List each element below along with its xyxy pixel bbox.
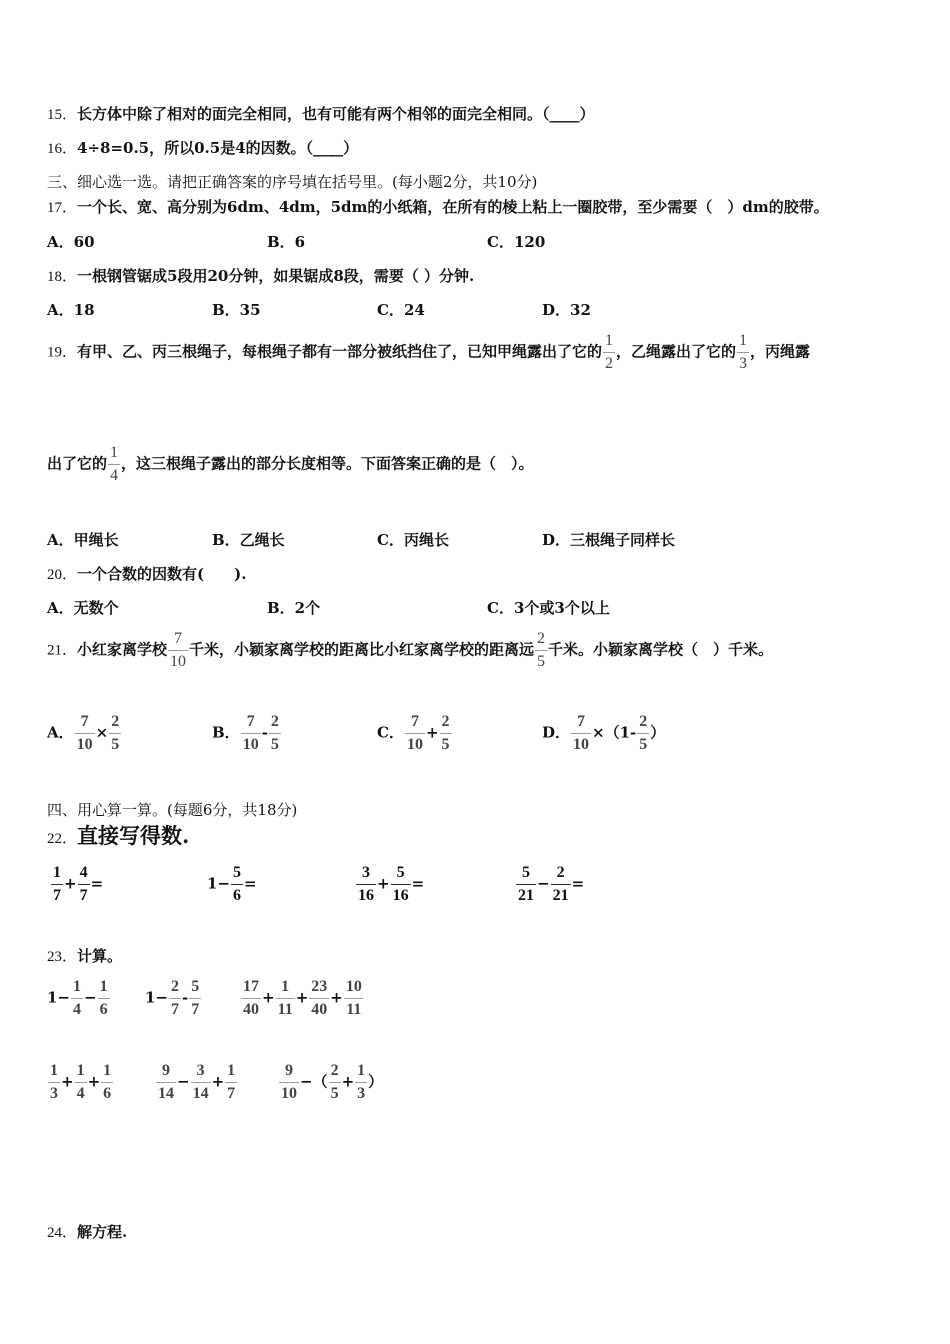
question-text: ，这三根绳子露出的部分长度相等。下面答案正确的是（ ）。 xyxy=(121,454,534,473)
question-text: 一根钢管锯成5段用20分钟，如果锯成8段，需要（ ）分钟. xyxy=(77,267,475,285)
fraction: $\frac{4}{7}$ xyxy=(79,864,88,904)
option-c[interactable]: C． $\frac{7}{10}$ + $\frac{2}{5}$ xyxy=(377,713,450,753)
fraction: $\frac{23}{40}$ xyxy=(311,978,328,1018)
question-19-line-2 xyxy=(47,445,534,484)
fraction: $\frac{9}{14}$ xyxy=(158,1062,174,1102)
option-d[interactable]: D．三根绳子同样长 xyxy=(542,531,676,549)
option-c[interactable]: C．24 xyxy=(377,301,425,319)
fraction: $\frac{7}{10}$ xyxy=(170,630,187,670)
question-20 xyxy=(47,563,246,584)
question-text: ，乙绳露出了它的 xyxy=(616,342,737,361)
fraction: $\frac{10}{11}$ xyxy=(345,978,362,1018)
option-a[interactable]: A．18 xyxy=(47,301,95,319)
option-d[interactable]: D． $\frac{7}{10}$ ×（1- $\frac{2}{5}$ ） xyxy=(542,713,666,753)
fraction: $\frac{5}{7}$ xyxy=(191,978,200,1018)
option-c[interactable]: C．3个或3个以上 xyxy=(487,599,610,617)
calc-expression-4: $\frac{1}{3}$ + $\frac{1}{4}$ + $\frac{1}{6}$ xyxy=(50,1062,112,1102)
fraction: $\frac{1}{11}$ xyxy=(277,978,293,1018)
calc-expression-6: $\frac{9}{10}$ −（ $\frac{2}{5}$ + $\frac{1}{3}$ ） xyxy=(281,1062,384,1102)
option-a[interactable]: A．甲绳长 xyxy=(47,531,119,549)
fraction: $\frac{1}{4}$ xyxy=(73,978,82,1018)
question-number: 16． xyxy=(47,141,78,157)
question-text: 千米，小颖家离学校的距离比小红家离学校的距离远 xyxy=(189,640,535,659)
option-b[interactable]: B．乙绳长 xyxy=(212,531,285,549)
option-a[interactable]: A．60 xyxy=(47,233,95,251)
fraction: $\frac{2}{5}$ xyxy=(270,713,279,753)
fraction: $\frac{17}{40}$ xyxy=(243,978,259,1018)
question-18 xyxy=(47,265,474,286)
expression-3: $\frac{3}{16}$ + $\frac{5}{16}$ = xyxy=(358,864,425,904)
fraction: $\frac{5}{6}$ xyxy=(233,864,242,904)
question-text: 长方体中除了相对的面完全相同，也有可能有两个相邻的面完全相同。（____） xyxy=(77,105,595,123)
option-b[interactable]: B． $\frac{7}{10}$ - $\frac{2}{5}$ xyxy=(212,713,279,753)
fraction: $\frac{3}{14}$ xyxy=(192,1062,209,1102)
option-a[interactable]: A． $\frac{7}{10}$ × $\frac{2}{5}$ xyxy=(47,713,120,753)
question-text: 有甲、乙、丙三根绳子，每根绳子都有一部分被纸挡住了，已知甲绳露出了它的 xyxy=(77,342,603,361)
question-number: 17． xyxy=(47,200,78,216)
fraction: $\frac{7}{10}$ xyxy=(406,713,423,753)
question-number: 23． xyxy=(47,949,78,965)
calc-expression-5: $\frac{9}{14}$ − $\frac{3}{14}$ + $\frac{1}{7}$ xyxy=(158,1062,236,1102)
option-b[interactable]: B．2个 xyxy=(267,599,321,617)
fraction: $\frac{5}{16}$ xyxy=(392,864,409,904)
question-22 xyxy=(47,820,189,850)
section-heading-3: 三、细心选一选。请把正确答案的序号填在括号里。(每小题2分，共10分) xyxy=(47,173,538,191)
fraction: $\frac{2}{5}$ xyxy=(111,713,120,753)
question-23 xyxy=(47,945,122,966)
question-16 xyxy=(47,137,358,158)
calc-expression-3: $\frac{17}{40}$ + $\frac{1}{11}$ + $\frac{23}{40}$ + $\frac{10}{11}$ xyxy=(243,978,362,1018)
question-text: 小红家离学校 xyxy=(77,640,168,659)
question-number: 20． xyxy=(47,567,78,583)
question-text: 出了它的 xyxy=(47,454,108,473)
fraction: $\frac{9}{10}$ xyxy=(281,1062,297,1102)
fraction: $\frac{5}{21}$ xyxy=(518,864,534,904)
fraction: $\frac{1}{3}$ xyxy=(50,1062,58,1102)
fraction: $\frac{7}{10}$ xyxy=(242,713,259,753)
fraction: $\frac{7}{10}$ xyxy=(573,713,590,753)
fraction: $\frac{2}{5}$ xyxy=(537,630,546,670)
question-19-line-1 xyxy=(47,333,810,372)
question-number: 18． xyxy=(47,269,78,285)
expression-2: 1− $\frac{5}{6}$ = xyxy=(207,864,257,904)
question-text: 一个合数的因数有( ). xyxy=(77,565,247,583)
expression-1: $\frac{1}{7}$ + $\frac{4}{7}$ = xyxy=(53,864,104,904)
question-title: 直接写得数. xyxy=(77,823,190,848)
question-title: 计算。 xyxy=(77,947,123,965)
option-d[interactable]: D．32 xyxy=(542,301,591,319)
question-17 xyxy=(47,196,829,217)
expression-4: $\frac{5}{21}$ − $\frac{2}{21}$ = xyxy=(518,864,585,904)
fraction: $\frac{3}{16}$ xyxy=(358,864,374,904)
question-text: ，丙绳露 xyxy=(750,342,811,361)
fraction: $\frac{1}{7}$ xyxy=(53,864,61,904)
question-21 xyxy=(47,631,773,670)
fraction: $\frac{2}{5}$ xyxy=(639,713,648,753)
question-text: 千米。小颖家离学校（ ）千米。 xyxy=(548,640,774,659)
fraction: $\frac{1}{2}$ xyxy=(605,332,614,372)
option-b[interactable]: B．35 xyxy=(212,301,261,319)
option-c[interactable]: C．120 xyxy=(487,233,546,251)
question-24 xyxy=(47,1221,127,1242)
question-number: 15． xyxy=(47,107,78,123)
fraction: $\frac{1}{4}$ xyxy=(110,444,119,484)
calc-expression-1: 1− $\frac{1}{4}$ − $\frac{1}{6}$ xyxy=(47,978,108,1018)
question-text: 4÷8=0.5，所以0.5是4的因数。（____） xyxy=(77,139,359,157)
question-number: 24． xyxy=(47,1225,78,1241)
question-number: 21． xyxy=(47,642,78,659)
calc-expression-2: 1− $\frac{2}{7}$ - $\frac{5}{7}$ xyxy=(145,978,200,1018)
option-b[interactable]: B．6 xyxy=(267,233,306,251)
question-title: 解方程. xyxy=(77,1223,128,1241)
fraction: $\frac{7}{10}$ xyxy=(76,713,93,753)
fraction: $\frac{2}{5}$ xyxy=(330,1062,339,1102)
fraction: $\frac{2}{5}$ xyxy=(441,713,450,753)
question-15 xyxy=(47,103,595,124)
option-c[interactable]: C．丙绳长 xyxy=(377,531,449,549)
fraction: $\frac{1}{3}$ xyxy=(357,1062,366,1102)
fraction: $\frac{1}{7}$ xyxy=(227,1062,236,1102)
question-number: 19． xyxy=(47,344,78,361)
fraction: $\frac{1}{3}$ xyxy=(739,332,748,372)
fraction: $\frac{2}{21}$ xyxy=(552,864,569,904)
question-text: 一个长、宽、高分别为6dm、4dm，5dm的小纸箱，在所有的棱上粘上一圈胶带，至少需要（ ）dm的胶带。 xyxy=(77,198,829,216)
question-number: 22． xyxy=(47,831,78,847)
fraction: $\frac{1}{4}$ xyxy=(76,1062,85,1102)
fraction: $\frac{1}{6}$ xyxy=(103,1062,112,1102)
option-a[interactable]: A．无数个 xyxy=(47,599,119,617)
fraction: $\frac{1}{6}$ xyxy=(99,978,108,1018)
section-heading-4: 四、用心算一算。(每题6分，共18分) xyxy=(47,801,298,819)
fraction: $\frac{2}{7}$ xyxy=(171,978,180,1018)
